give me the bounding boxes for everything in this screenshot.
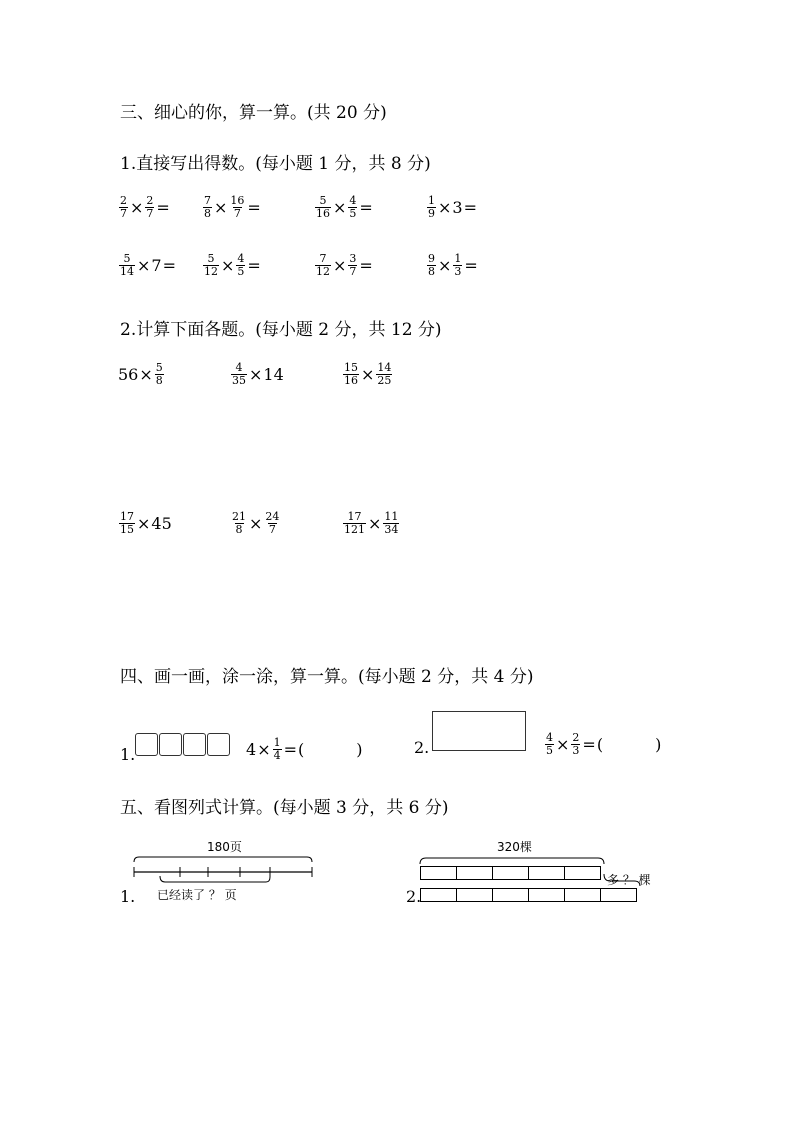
bar2-cell bbox=[564, 888, 601, 902]
s4-item-1-expression: 4 × $\frac{1}{4}$ = ( ) bbox=[246, 736, 363, 762]
square-row bbox=[135, 733, 231, 756]
square-3[interactable] bbox=[183, 733, 206, 756]
s5-item-1-label: 1. bbox=[120, 887, 136, 906]
bar2-cell bbox=[492, 888, 529, 902]
bar2-cell bbox=[600, 888, 637, 902]
q1-r2c4: $\frac{9}{8}$ × $\frac{1}{3}$ = bbox=[428, 252, 478, 278]
q2-p6: $\frac{17}{121}$ × $\frac{11}{34}$ bbox=[344, 510, 399, 536]
bar2-cell bbox=[456, 888, 493, 902]
q2-p4: $\frac{17}{15}$ × 45 bbox=[120, 510, 172, 536]
bar1-cell bbox=[420, 866, 457, 880]
s4-item-2-label: 2. bbox=[414, 738, 430, 757]
section-5-title: 五、看图列式计算。(每小题 3 分，共 6 分) bbox=[120, 798, 449, 818]
q1-r1c2: $\frac{7}{8}$ × $\frac{16}{7}$ = bbox=[204, 194, 261, 220]
q1-r2c2: $\frac{5}{12}$ × $\frac{4}{5}$ = bbox=[204, 252, 261, 278]
bar1-cell bbox=[564, 866, 601, 880]
bar-row-2 bbox=[420, 888, 637, 902]
bar2-cell bbox=[528, 888, 565, 902]
pages-read-label: 已经读了 ？ 页 bbox=[157, 888, 237, 902]
q2-p1: 56 × $\frac{5}{8}$ bbox=[118, 361, 163, 387]
total-trees-label: 320棵 bbox=[497, 840, 532, 854]
top-brace bbox=[416, 852, 612, 866]
rectangle-figure[interactable] bbox=[432, 711, 526, 751]
q2-p5: $\frac{21}{8}$ × $\frac{24}{7}$ bbox=[232, 510, 280, 536]
total-pages-label: 180页 bbox=[207, 840, 242, 854]
question-2-title: 2.计算下面各题。(每小题 2 分，共 12 分) bbox=[120, 320, 442, 340]
q2-p3: $\frac{15}{16}$ × $\frac{14}{25}$ bbox=[344, 361, 392, 387]
s4-item-1-label: 1. bbox=[120, 745, 136, 764]
bar1-cell bbox=[528, 866, 565, 880]
square-4[interactable] bbox=[207, 733, 230, 756]
s4-item-1 bbox=[120, 731, 231, 764]
section-4-title: 四、画一画，涂一涂，算一算。(每小题 2 分，共 4 分) bbox=[120, 667, 534, 687]
section-3-title: 三、细心的你，算一算。(共 20 分) bbox=[120, 103, 387, 123]
q2-p2: $\frac{4}{35}$ × 14 bbox=[232, 361, 284, 387]
q1-r2c3: $\frac{7}{12}$ × $\frac{3}{7}$ = bbox=[316, 252, 373, 278]
q1-r1c1: $\frac{2}{7}$ × $\frac{2}{7}$ = bbox=[120, 194, 170, 220]
book-progress-diagram bbox=[130, 852, 316, 886]
bar1-cell bbox=[456, 866, 493, 880]
bar-row-1 bbox=[420, 866, 601, 880]
square-1[interactable] bbox=[135, 733, 158, 756]
square-2[interactable] bbox=[159, 733, 182, 756]
more-trees-label: 多 ？ 棵 bbox=[607, 873, 651, 887]
q1-r2c1: $\frac{5}{14}$ × 7 = bbox=[120, 252, 176, 278]
q1-r1c4: $\frac{1}{9}$ × 3 = bbox=[428, 194, 477, 220]
q1-r1c3: $\frac{5}{16}$ × $\frac{4}{5}$ = bbox=[316, 194, 373, 220]
bar1-cell bbox=[492, 866, 529, 880]
bar2-cell bbox=[420, 888, 457, 902]
s4-item-2-expression: $\frac{4}{5}$ × $\frac{2}{3}$ = ( ) bbox=[546, 731, 662, 757]
question-1-title: 1.直接写出得数。(每小题 1 分，共 8 分) bbox=[120, 154, 431, 174]
s5-item-2-label: 2. bbox=[406, 887, 422, 906]
